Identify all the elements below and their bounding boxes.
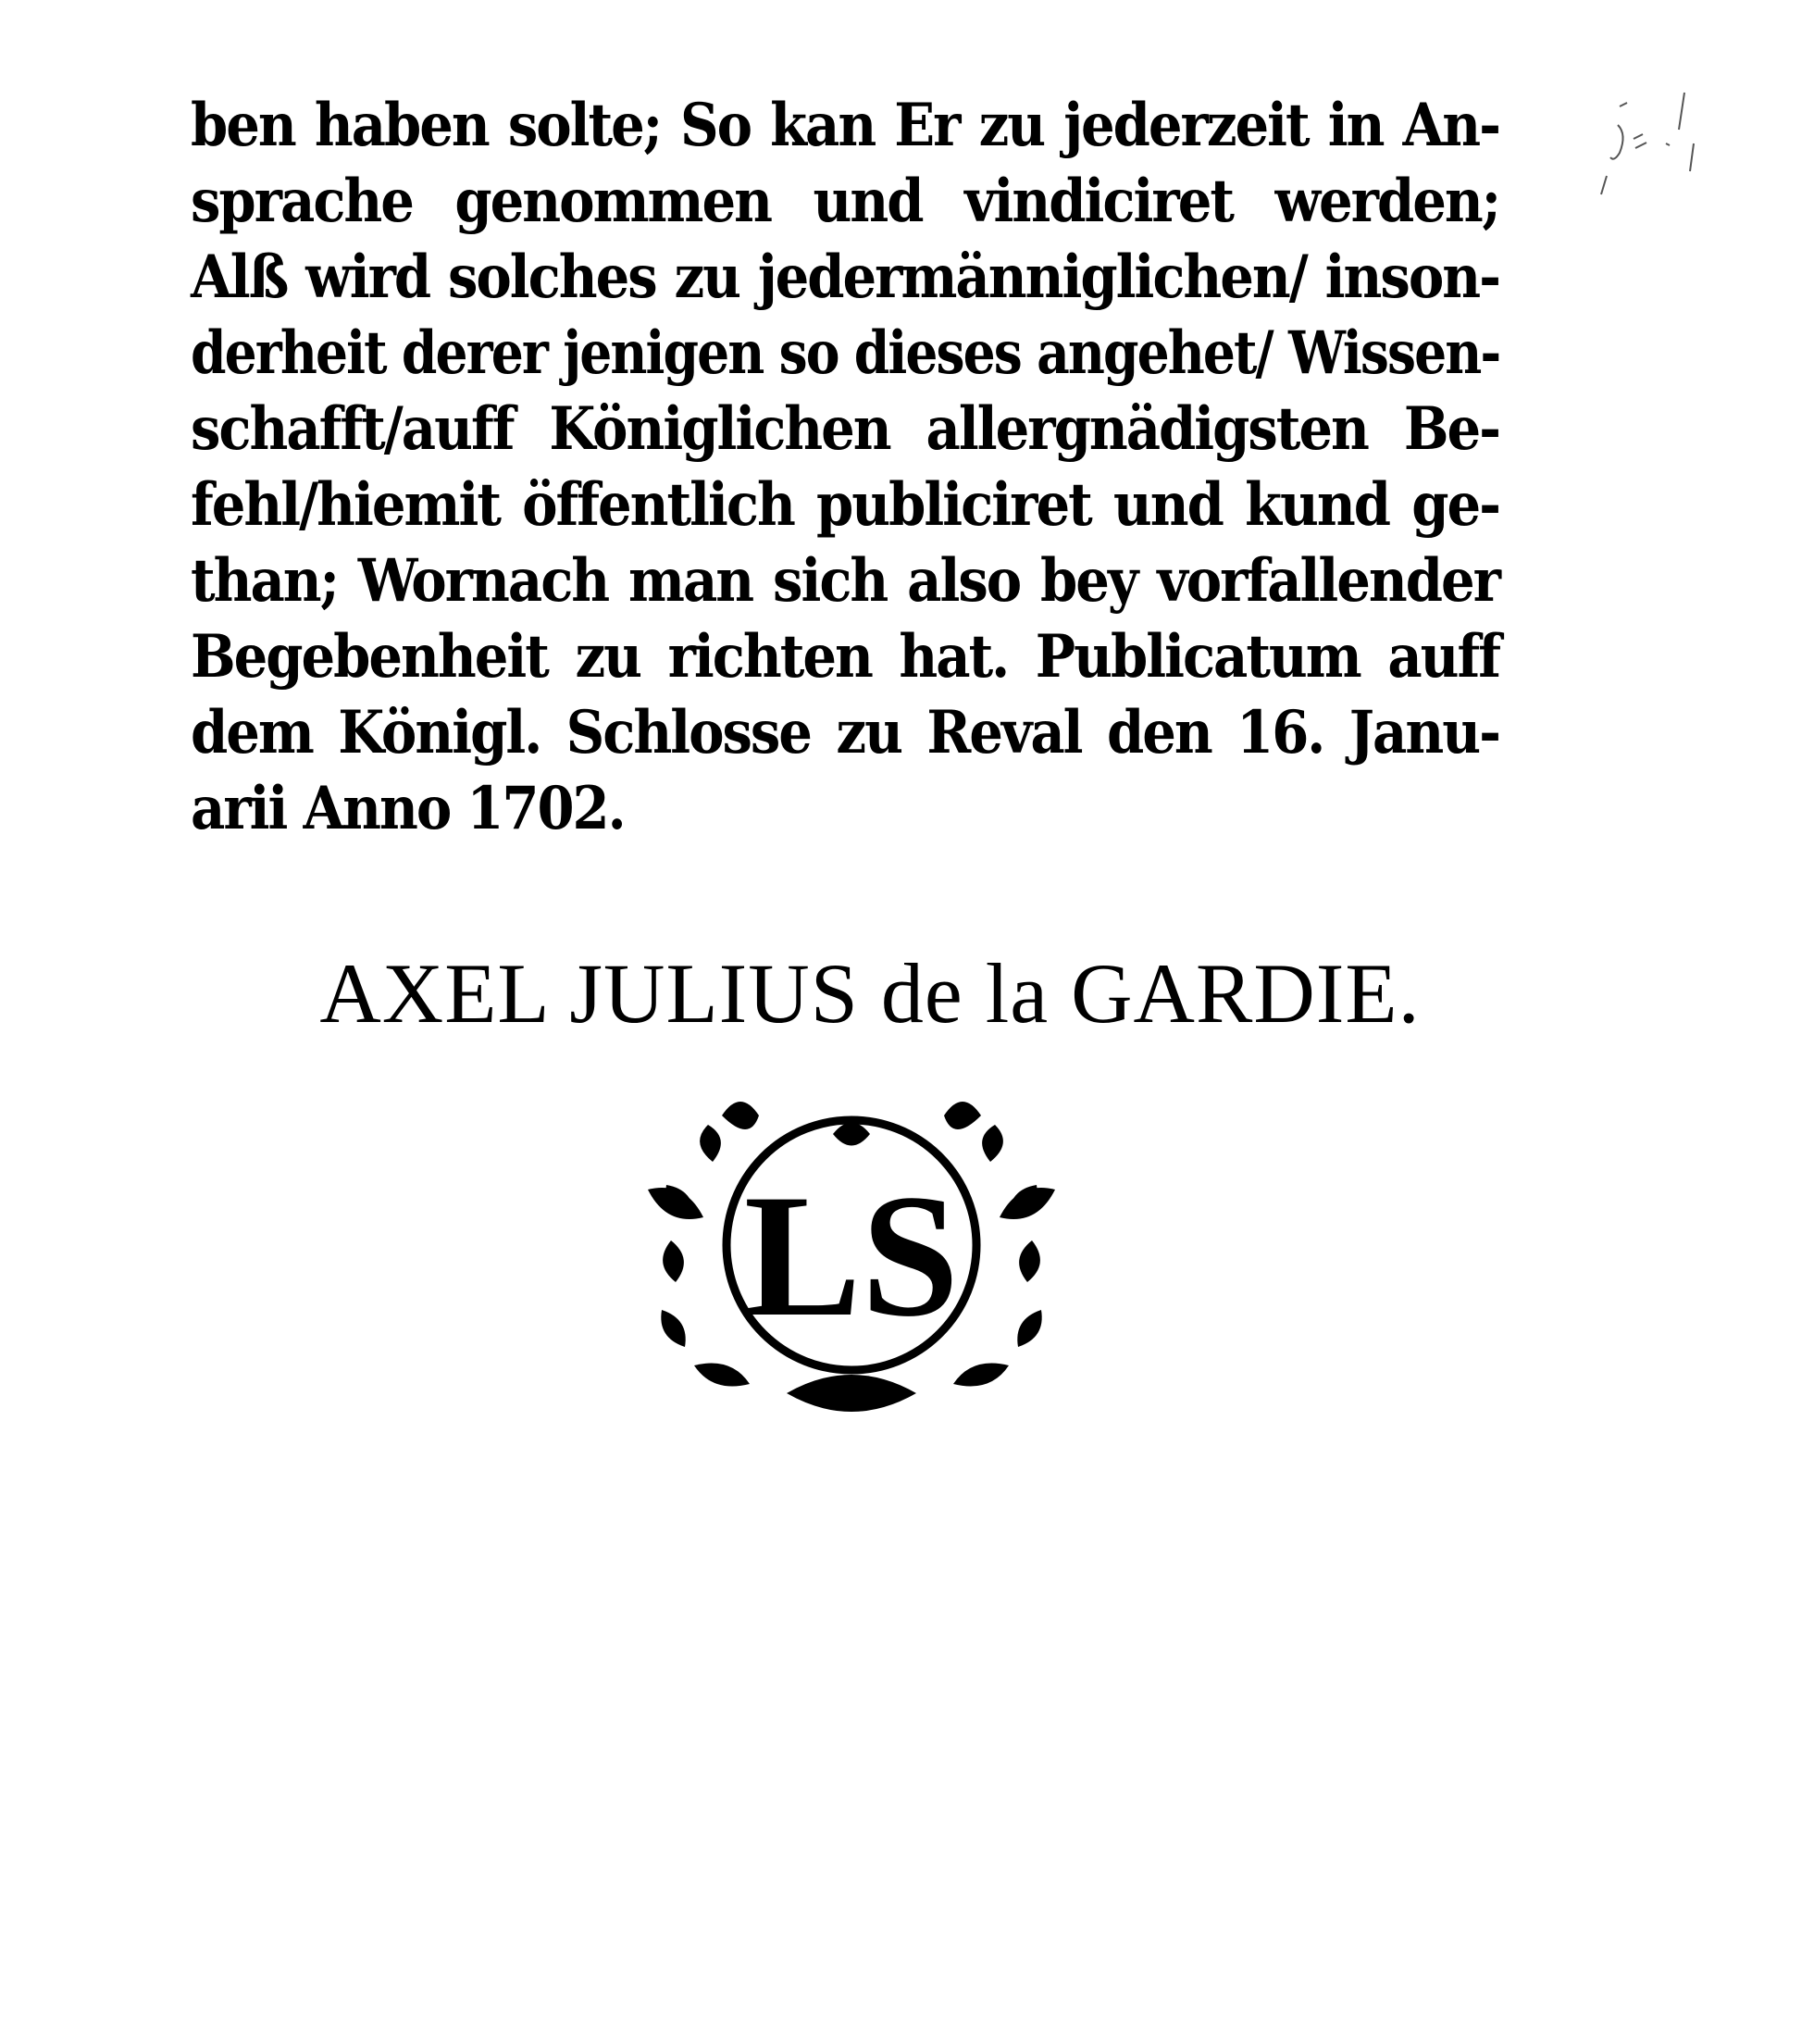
- text-line: Alß wird solches zu jedermänniglichen/ inson-: [191, 243, 1499, 312]
- text-line: Begebenheit zu richten hat. Publicatum auff: [191, 622, 1499, 692]
- handwritten-marks-icon: [1592, 88, 1712, 204]
- text-line: derheit derer jenigen so dieses angehet/ Wissen-: [191, 318, 1500, 388]
- seal-text: LS: [743, 1159, 960, 1353]
- text-line: dem Königl. Schlosse zu Reval den 16. Janu-: [191, 698, 1499, 767]
- text-line: arii Anno 1702.: [191, 774, 625, 843]
- signature: AXEL JULIUS de la GARDIE.: [319, 946, 1421, 1041]
- text-line: ben haben solte; So kan Er zu jederzeit in An-: [191, 91, 1499, 160]
- text-line: fehl/hiemit öffentlich publiciret und kund ge-: [191, 470, 1499, 540]
- text-line: sprache genommen und vindiciret werden;: [191, 167, 1499, 236]
- locus-sigilli-seal-icon: [648, 1078, 1055, 1421]
- proclamation-text: [191, 88, 1499, 847]
- text-line: schafft/auff Königlichen allergnädigsten Be-: [191, 394, 1499, 464]
- text-line: than; Wornach man sich also bey vorfallender: [191, 546, 1499, 616]
